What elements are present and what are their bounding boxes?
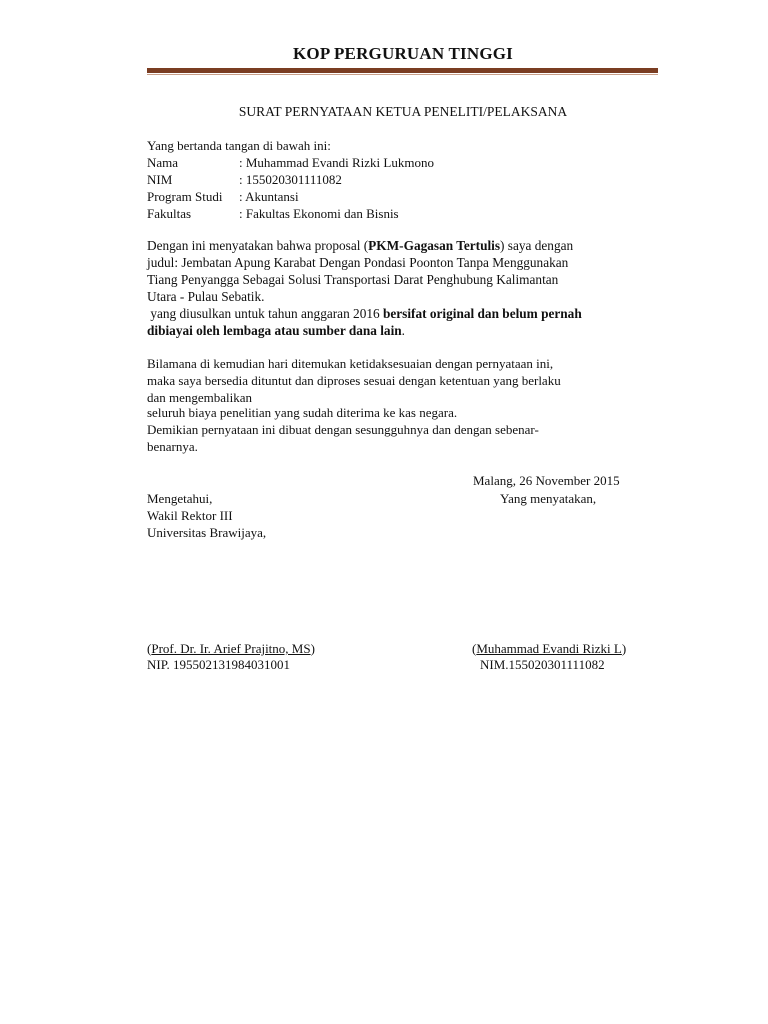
paragraph-line: Utara - Pulau Sebatik. [147, 289, 265, 304]
field-row [147, 205, 667, 222]
place-date: Malang, 26 November 2015 [473, 473, 620, 488]
statement-paragraph [147, 237, 667, 339]
bold-statement: dibiayai oleh lembaga atau sumber dana lain [147, 323, 402, 338]
field-label: Fakultas [147, 206, 192, 221]
paren: ( [147, 641, 152, 656]
paragraph-line [147, 305, 667, 322]
field-row [147, 188, 667, 205]
paragraph-line: maka saya bersedia dituntut dan diproses sesuai dengan ketentuan yang berlaku [147, 373, 561, 388]
identity-block [147, 137, 667, 222]
text-span: Dengan ini menyatakan bahwa proposal ( [147, 238, 369, 253]
field-value: : Akuntansi [239, 189, 299, 204]
approver-name: Prof. Dr. Ir. Arief Prajitno, MS [151, 641, 311, 656]
bold-statement: bersifat original dan belum pernah [382, 306, 582, 321]
paragraph-line: Demikian pernyataan ini dibuat dengan sesungguhnya dan dengan sebenar- [147, 422, 539, 437]
text-span: . [401, 323, 405, 338]
paren: ) [621, 641, 627, 656]
field-value: : 155020301111082 [239, 172, 342, 187]
paren: ( [472, 641, 477, 656]
intro-line: Yang bertanda tangan di bawah ini: [147, 138, 331, 153]
paragraph-line: Bilamana di kemudian hari ditemukan ketidaksesuaian dengan pernyataan ini, [147, 356, 554, 371]
paragraph-line: benarnya. [147, 439, 198, 454]
declarant-name: Muhammad Evandi Rizki L [476, 641, 622, 656]
field-label: Program Studi [147, 189, 223, 204]
paren: ) [310, 641, 315, 656]
field-row [147, 171, 667, 188]
field-label: NIM [147, 172, 173, 187]
declaration-paragraph [147, 355, 667, 455]
paragraph-line: judul: Jembatan Apung Karabat Dengan Pondasi Poonton Tanpa Menggunakan [147, 255, 569, 270]
letter-subtitle: SURAT PERNYATAAN KETUA PENELITI/PELAKSANA [238, 104, 568, 119]
declarant-nim: NIM.155020301111082 [480, 657, 605, 672]
paragraph-line: seluruh biaya penelitian yang sudah diterima ke kas negara. [147, 405, 458, 420]
letterhead-rule [147, 68, 658, 73]
paragraph-line: Tiang Penyangga Sebagai Solusi Transportasi Darat Penghubung Kalimantan [147, 272, 559, 287]
approver-name-line [147, 640, 315, 657]
declarant-name-line [472, 640, 626, 657]
text-span: yang diusulkan untuk tahun anggaran 2016 [147, 306, 383, 321]
approver-position: Wakil Rektor III [147, 508, 233, 523]
letterhead-rule-thin [147, 74, 658, 75]
approver-greeting: Mengetahui, [147, 491, 213, 506]
text-span: ) saya dengan [500, 238, 574, 253]
approver-institution: Universitas Brawijaya, [147, 525, 267, 540]
paragraph-line: dan mengembalikan [147, 390, 253, 405]
field-row [147, 154, 667, 171]
approver-nip: NIP. 195502131984031001 [147, 657, 291, 672]
field-value: : Fakultas Ekonomi dan Bisnis [239, 206, 399, 221]
proposal-type: PKM-Gagasan Tertulis [368, 238, 501, 253]
letterhead-title: KOP PERGURUAN TINGGI [293, 44, 513, 63]
paragraph-line [147, 322, 667, 339]
field-value: : Muhammad Evandi Rizki Lukmono [239, 155, 434, 170]
paragraph-line [147, 237, 667, 254]
field-label: Nama [147, 155, 179, 170]
declarant-heading: Yang menyatakan, [500, 491, 597, 506]
